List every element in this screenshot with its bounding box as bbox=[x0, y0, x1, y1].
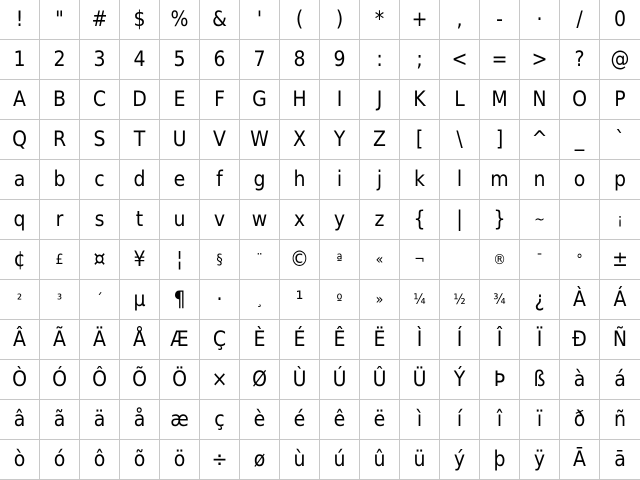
glyph-cell[interactable]: M bbox=[480, 80, 520, 120]
glyph-cell[interactable]: ú bbox=[320, 440, 360, 480]
glyph-cell[interactable]: µ bbox=[120, 280, 160, 320]
glyph-cell[interactable]: ï bbox=[520, 400, 560, 440]
glyph-cell[interactable]: ë bbox=[360, 400, 400, 440]
glyph-cell[interactable]: º bbox=[320, 280, 360, 320]
glyph-cell[interactable]: ¡ bbox=[600, 200, 640, 240]
glyph-cell[interactable]: ? bbox=[560, 40, 600, 80]
glyph-cell[interactable]: ç bbox=[200, 400, 240, 440]
glyph-cell[interactable]: ù bbox=[280, 440, 320, 480]
glyph-cell[interactable]: ³ bbox=[40, 280, 80, 320]
glyph-cell[interactable]: à bbox=[560, 360, 600, 400]
glyph-cell[interactable]: © bbox=[280, 240, 320, 280]
glyph-cell[interactable]: ä bbox=[80, 400, 120, 440]
glyph-cell[interactable]: h bbox=[280, 160, 320, 200]
glyph-cell[interactable]: ã bbox=[40, 400, 80, 440]
glyph-cell[interactable]: æ bbox=[160, 400, 200, 440]
glyph-cell[interactable]: Þ bbox=[480, 360, 520, 400]
glyph-cell[interactable]: [ bbox=[400, 120, 440, 160]
glyph-cell[interactable]: â bbox=[0, 400, 40, 440]
glyph-cell[interactable]: 2 bbox=[40, 40, 80, 80]
glyph-cell[interactable]: { bbox=[400, 200, 440, 240]
glyph-cell[interactable]: | bbox=[440, 200, 480, 240]
glyph-cell[interactable]: Á bbox=[600, 280, 640, 320]
glyph-cell[interactable]: Ã bbox=[40, 320, 80, 360]
glyph-cell[interactable]: w bbox=[240, 200, 280, 240]
glyph-cell[interactable]: ò bbox=[0, 440, 40, 480]
glyph-cell[interactable]: b bbox=[40, 160, 80, 200]
glyph-cell[interactable]: d bbox=[120, 160, 160, 200]
glyph-cell[interactable]: 6 bbox=[200, 40, 240, 80]
glyph-cell[interactable]: o bbox=[560, 160, 600, 200]
glyph-cell[interactable]: ö bbox=[160, 440, 200, 480]
glyph-cell[interactable]: S bbox=[80, 120, 120, 160]
glyph-cell[interactable]: É bbox=[280, 320, 320, 360]
glyph-cell[interactable]: y bbox=[320, 200, 360, 240]
glyph-cell[interactable]: Ø bbox=[240, 360, 280, 400]
glyph-cell[interactable]: Ï bbox=[520, 320, 560, 360]
glyph-cell[interactable]: u bbox=[160, 200, 200, 240]
glyph-cell[interactable]: n bbox=[520, 160, 560, 200]
glyph-cell[interactable]: Ô bbox=[80, 360, 120, 400]
glyph-cell[interactable]: Í bbox=[440, 320, 480, 360]
glyph-cell[interactable]: e bbox=[160, 160, 200, 200]
glyph-cell[interactable]: ü bbox=[400, 440, 440, 480]
glyph-cell[interactable]: l bbox=[440, 160, 480, 200]
glyph-cell[interactable]: N bbox=[520, 80, 560, 120]
glyph-cell[interactable]: ° bbox=[560, 240, 600, 280]
glyph-cell[interactable]: î bbox=[480, 400, 520, 440]
glyph-cell[interactable]: ê bbox=[320, 400, 360, 440]
glyph-cell[interactable]: £ bbox=[40, 240, 80, 280]
glyph-cell[interactable]: $ bbox=[120, 0, 160, 40]
glyph-cell[interactable]: < bbox=[440, 40, 480, 80]
glyph-cell[interactable]: å bbox=[120, 400, 160, 440]
glyph-cell[interactable]: T bbox=[120, 120, 160, 160]
glyph-cell[interactable]: ¢ bbox=[0, 240, 40, 280]
glyph-cell[interactable]: Î bbox=[480, 320, 520, 360]
glyph-cell[interactable]: ~ bbox=[520, 200, 560, 240]
glyph-cell[interactable]: ¸ bbox=[240, 280, 280, 320]
glyph-cell[interactable]: è bbox=[240, 400, 280, 440]
glyph-cell[interactable]: ø bbox=[240, 440, 280, 480]
glyph-cell[interactable]: ¥ bbox=[120, 240, 160, 280]
glyph-cell[interactable]: z bbox=[360, 200, 400, 240]
glyph-cell[interactable]: G bbox=[240, 80, 280, 120]
glyph-cell[interactable]: x bbox=[280, 200, 320, 240]
glyph-cell[interactable]: á bbox=[600, 360, 640, 400]
glyph-cell[interactable]: 9 bbox=[320, 40, 360, 80]
glyph-cell[interactable]: Q bbox=[0, 120, 40, 160]
glyph-cell[interactable]: L bbox=[440, 80, 480, 120]
glyph-cell[interactable]: ' bbox=[240, 0, 280, 40]
glyph-cell[interactable]: ® bbox=[480, 240, 520, 280]
glyph-cell[interactable]: ¬ bbox=[400, 240, 440, 280]
glyph-cell[interactable]: ½ bbox=[440, 280, 480, 320]
glyph-cell[interactable]: ¯ bbox=[520, 240, 560, 280]
glyph-cell[interactable] bbox=[560, 200, 600, 240]
glyph-cell[interactable]: í bbox=[440, 400, 480, 440]
glyph-cell[interactable]: Ì bbox=[400, 320, 440, 360]
glyph-cell[interactable]: k bbox=[400, 160, 440, 200]
glyph-cell[interactable]: 7 bbox=[240, 40, 280, 80]
glyph-cell[interactable]: Z bbox=[360, 120, 400, 160]
glyph-cell[interactable]: ª bbox=[320, 240, 360, 280]
glyph-cell[interactable]: ā bbox=[600, 440, 640, 480]
glyph-cell[interactable]: Ò bbox=[0, 360, 40, 400]
glyph-cell[interactable]: Æ bbox=[160, 320, 200, 360]
glyph-cell[interactable]: û bbox=[360, 440, 400, 480]
glyph-cell[interactable]: ! bbox=[0, 0, 40, 40]
glyph-cell[interactable]: õ bbox=[120, 440, 160, 480]
glyph-cell[interactable]: C bbox=[80, 80, 120, 120]
glyph-cell[interactable]: ^ bbox=[520, 120, 560, 160]
glyph-cell[interactable]: Ö bbox=[160, 360, 200, 400]
glyph-cell[interactable]: · bbox=[520, 0, 560, 40]
glyph-cell[interactable]: f bbox=[200, 160, 240, 200]
glyph-cell[interactable]: _ bbox=[560, 120, 600, 160]
glyph-cell[interactable]: ß bbox=[520, 360, 560, 400]
glyph-cell[interactable]: v bbox=[200, 200, 240, 240]
glyph-cell[interactable]: / bbox=[560, 0, 600, 40]
glyph-cell[interactable]: - bbox=[480, 0, 520, 40]
glyph-cell[interactable]: 5 bbox=[160, 40, 200, 80]
glyph-cell[interactable]: ] bbox=[480, 120, 520, 160]
glyph-cell[interactable]: % bbox=[160, 0, 200, 40]
glyph-cell[interactable]: : bbox=[360, 40, 400, 80]
glyph-cell[interactable]: ´ bbox=[80, 280, 120, 320]
glyph-cell[interactable]: ± bbox=[600, 240, 640, 280]
glyph-cell[interactable]: > bbox=[520, 40, 560, 80]
glyph-cell[interactable]: E bbox=[160, 80, 200, 120]
glyph-cell[interactable]: c bbox=[80, 160, 120, 200]
glyph-cell[interactable]: Y bbox=[320, 120, 360, 160]
glyph-cell[interactable]: ¾ bbox=[480, 280, 520, 320]
glyph-cell[interactable]: ÿ bbox=[520, 440, 560, 480]
glyph-cell[interactable]: ` bbox=[600, 120, 640, 160]
glyph-cell[interactable]: I bbox=[320, 80, 360, 120]
glyph-cell[interactable]: ¨ bbox=[240, 240, 280, 280]
glyph-cell[interactable]: 0 bbox=[600, 0, 640, 40]
glyph-cell[interactable]: ý bbox=[440, 440, 480, 480]
glyph-cell[interactable]: V bbox=[200, 120, 240, 160]
glyph-cell[interactable]: B bbox=[40, 80, 80, 120]
glyph-cell[interactable]: = bbox=[480, 40, 520, 80]
glyph-cell[interactable]: F bbox=[200, 80, 240, 120]
glyph-cell[interactable]: ¤ bbox=[80, 240, 120, 280]
glyph-cell[interactable]: 4 bbox=[120, 40, 160, 80]
glyph-cell[interactable]: ) bbox=[320, 0, 360, 40]
glyph-cell[interactable]: ô bbox=[80, 440, 120, 480]
glyph-cell[interactable]: P bbox=[600, 80, 640, 120]
glyph-cell[interactable]: ¼ bbox=[400, 280, 440, 320]
glyph-cell[interactable]: U bbox=[160, 120, 200, 160]
glyph-cell[interactable]: 3 bbox=[80, 40, 120, 80]
glyph-cell[interactable]: X bbox=[280, 120, 320, 160]
glyph-cell[interactable]: ¹ bbox=[280, 280, 320, 320]
glyph-cell[interactable]: 8 bbox=[280, 40, 320, 80]
glyph-cell[interactable]: Ú bbox=[320, 360, 360, 400]
glyph-cell[interactable]: O bbox=[560, 80, 600, 120]
glyph-cell[interactable]: Ê bbox=[320, 320, 360, 360]
glyph-cell[interactable]: a bbox=[0, 160, 40, 200]
glyph-cell[interactable]: ¦ bbox=[160, 240, 200, 280]
glyph-cell[interactable]: Ä bbox=[80, 320, 120, 360]
glyph-cell[interactable]: p bbox=[600, 160, 640, 200]
glyph-cell[interactable]: # bbox=[80, 0, 120, 40]
glyph-cell[interactable]: J bbox=[360, 80, 400, 120]
glyph-cell[interactable]: Ë bbox=[360, 320, 400, 360]
glyph-cell[interactable]: Ç bbox=[200, 320, 240, 360]
glyph-cell[interactable]: j bbox=[360, 160, 400, 200]
glyph-cell[interactable]: ¿ bbox=[520, 280, 560, 320]
glyph-cell[interactable]: + bbox=[400, 0, 440, 40]
glyph-cell[interactable]: » bbox=[360, 280, 400, 320]
glyph-cell[interactable]: Ü bbox=[400, 360, 440, 400]
glyph-cell[interactable]: Ā bbox=[560, 440, 600, 480]
glyph-cell[interactable]: À bbox=[560, 280, 600, 320]
glyph-cell[interactable]: Â bbox=[0, 320, 40, 360]
glyph-cell[interactable]: g bbox=[240, 160, 280, 200]
glyph-cell[interactable]: & bbox=[200, 0, 240, 40]
glyph-cell[interactable]: ð bbox=[560, 400, 600, 440]
glyph-cell[interactable]: D bbox=[120, 80, 160, 120]
glyph-cell[interactable]: K bbox=[400, 80, 440, 120]
glyph-cell[interactable]: , bbox=[440, 0, 480, 40]
glyph-cell[interactable]: é bbox=[280, 400, 320, 440]
glyph-cell[interactable]: Ñ bbox=[600, 320, 640, 360]
glyph-cell[interactable]: ( bbox=[280, 0, 320, 40]
glyph-cell[interactable]: Õ bbox=[120, 360, 160, 400]
glyph-cell[interactable]: þ bbox=[480, 440, 520, 480]
glyph-cell[interactable]: * bbox=[360, 0, 400, 40]
glyph-cell[interactable]: } bbox=[480, 200, 520, 240]
glyph-cell[interactable]: H bbox=[280, 80, 320, 120]
glyph-cell[interactable]: i bbox=[320, 160, 360, 200]
glyph-cell[interactable]: « bbox=[360, 240, 400, 280]
glyph-cell[interactable]: × bbox=[200, 360, 240, 400]
glyph-cell[interactable]: ì bbox=[400, 400, 440, 440]
glyph-cell[interactable]: · bbox=[200, 280, 240, 320]
glyph-cell[interactable]: Ó bbox=[40, 360, 80, 400]
glyph-cell[interactable]: Û bbox=[360, 360, 400, 400]
glyph-cell[interactable]: R bbox=[40, 120, 80, 160]
glyph-cell[interactable]: ÷ bbox=[200, 440, 240, 480]
glyph-cell[interactable]: " bbox=[40, 0, 80, 40]
glyph-cell[interactable]: ; bbox=[400, 40, 440, 80]
glyph-cell[interactable]: q bbox=[0, 200, 40, 240]
glyph-cell[interactable]: @ bbox=[600, 40, 640, 80]
glyph-cell[interactable]: t bbox=[120, 200, 160, 240]
glyph-cell[interactable]: \ bbox=[440, 120, 480, 160]
glyph-cell[interactable]: s bbox=[80, 200, 120, 240]
glyph-cell[interactable]: Ý bbox=[440, 360, 480, 400]
glyph-cell[interactable]: Ð bbox=[560, 320, 600, 360]
glyph-cell[interactable]: r bbox=[40, 200, 80, 240]
glyph-cell[interactable]: Ù bbox=[280, 360, 320, 400]
glyph-cell[interactable]: È bbox=[240, 320, 280, 360]
glyph-cell[interactable]: ñ bbox=[600, 400, 640, 440]
glyph-cell[interactable]: ¶ bbox=[160, 280, 200, 320]
glyph-cell[interactable]: m bbox=[480, 160, 520, 200]
glyph-cell[interactable]: A bbox=[0, 80, 40, 120]
glyph-cell[interactable]: 1 bbox=[0, 40, 40, 80]
glyph-cell[interactable]: Å bbox=[120, 320, 160, 360]
glyph-cell[interactable] bbox=[440, 240, 480, 280]
glyph-cell[interactable]: W bbox=[240, 120, 280, 160]
glyph-cell[interactable]: ó bbox=[40, 440, 80, 480]
glyph-cell[interactable]: ² bbox=[0, 280, 40, 320]
glyph-cell[interactable]: § bbox=[200, 240, 240, 280]
